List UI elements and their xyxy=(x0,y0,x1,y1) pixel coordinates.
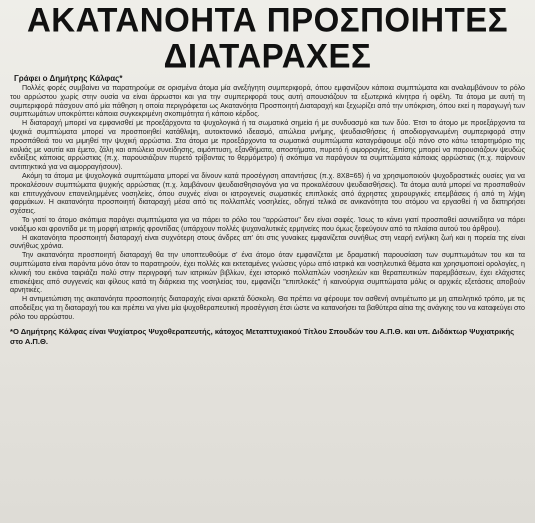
article-byline: Γράφει ο Δημήτρης Κάλφας* xyxy=(14,74,123,83)
article-title xyxy=(10,2,525,73)
article-paragraph: Η αντιμετώπιση της ακατανόητα προσποιητής διαταραχής είναι αρκετά δύσκολη. Θα πρέπει να φέρουμε τον ασθενή αντιμέτωπο με μη απειλητικό τρόπο, με τις αποδείξεις για τη διαταραχή του και πρέπει να γίνει μία ψυχοθεραπευτική προσέγγιση έτσι ώστε να κατανοήσει τα βαθύτερα αίτια της ανάγκης του να καταφεύγει στο ρόλο του αρρώστου. xyxy=(10,295,525,321)
article-paragraph: Πολλές φορές συμβαίνει να παρατηρούμε σε ορισμένα άτομα μία ανεξήγητη συμπεριφορά, όπου εμφανίζουν κάποια συμπτώματα και αναλαμβάνουν το ρόλο του αρρώστου χωρίς στην ουσία να είναι άρρωστοι και για την συμπεριφορά τους αυτή απουσιάζουν τα εξωτερικά κίνητρα ή οφέλη. Τα άτομα με αυτή τη συμπεριφορά πάσχουν από μία πάθηση η οποία περιγράφεται ως Ακατανόητα Προσποιητή Διαταραχή και ξεχωρίζει από την υπόκριση, όπου εκεί η παραγωγή των συμπτωμάτων υποκρύπτει κάποια συγκεκριμένη σκοπιμότητα ή κάποιο κέρδος. xyxy=(10,84,525,119)
article-paragraph: Την ακατανόητα προσποιητή διαταραχή θα την υποπτευθούμε σ' ένα άτομο όταν εμφανίζεται με δραματική παρουσίαση των συμπτωμάτων του και τα συμπτώματα είναι παρόντα μόνο όταν το παρατηρούν, έχει πολλές και εκτεταμένες γνώσεις γύρω από ιατρικά και νοσηλευτικά θέματα και χρησιμοποιεί ορολογίες, η κλινική του εικόνα ταιριάζει πολύ στην περιγραφή των ιατρικών βιβλίων, έχει ιστορικό πολλαπλών νοσηλειών και θεραπευτικών παρεμβάσεων, έχει ελάχιστες επισκέψεις από συγγενείς και φίλους κατά τη διάρκεια της νοσηλείας του, εμφανίζει "επιπλοκές" ή καινούργια συμπτώματα μόλις οι αρχικές εξετάσεις αποβούν αρνητικές. xyxy=(10,251,525,295)
article-title-line-1: ΑΚΑΤΑΝΟΗΤΑ ΠΡΟΣΠΟΙΗΤΕΣ xyxy=(26,0,509,40)
article-title-line-2: ΔΙΑΤΑΡΑΧΕΣ xyxy=(163,35,372,75)
article-body xyxy=(10,84,525,322)
author-footnote: *Ο Δημήτρης Κάλφας είναι Ψυχίατρος Ψυχοθεραπευτής, κάτοχος Μεταπτυχιακού Τίτλου Σπουδών του Α.Π.Θ. και υπ. Διδάκτωρ Ψυχιατρικής στο Α.Π.Θ. xyxy=(10,326,515,346)
article-paragraph: Η ακατανόητα προσποιητή διαταραχή είναι συχνότερη στους άνδρες απ' ότι στις γυναίκες εμφανίζεται συνήθως στη νεαρή ενήλικη ζωή και η πορεία της είναι συνήθως χρόνια. xyxy=(10,233,525,251)
article-paragraph: Ακόμη τα άτομα με ψυχολογικά συμπτώματα μπορεί να δίνουν κατά προσέγγιση απαντήσεις (π.χ. 8Χ8=65) ή να χρησιμοποιούν ψυχοδραστικές ουσίες για να προκαλέσουν συμπτώματα ψυχικής αρρώστιας (π.χ. λαμβάνουν ψευδαισθησιογόνα για να προκαλέσουν ψευδαισθήσεις). Τα άτομα αυτά μπορεί να προσπαθούν και επιτυγχάνουν επανειλημμένες νοσηλείες, όπου συχνές είναι οι ιατρογενείς σωματικές επιπλοκές από άχρηστες χειρουργικές επεμβάσεις ή από τη λήψη φαρμάκων. Η ακατανόητα προσποιητή διαταραχή μέσα από τις πολλαπλές νοσηλείες, οδηγεί τελικά σε ανικανότητα του ατόμου να εργασθεί ή να διατηρήσει σχέσεις. xyxy=(10,171,525,216)
article-paragraph: Το γιατί το άτομο σκόπιμα παράγει συμπτώματα για να πάρει το ρόλο του "αρρώστου" δεν είναι σαφές. Ίσως το κάνει γιατί προσπαθεί ασυνείδητα να πάρει νοιάξιμο και φροντίδα με τη μορφή ιατρικής φροντίδας (υπάρχουν πολλές ψυχαναλυτικές ερμηνείες που όμως ξεφεύγουν από τα πλαίσια αυτού του άρθρου). xyxy=(10,215,525,233)
article-paragraph: Η διαταραχή μπορεί να εμφανισθεί με προεξάρχοντα τα ψυχολογικά ή τα σωματικά σημεία ή με συνδυασμό και των δύο. Έτσι το άτομο με προεξάρχοντα τα ψυχικά συμπτώματα μπορεί να προσποιηθεί κατάθλιψη, αυτοκτονικό ιδεασμό, απώλεια μνήμης, ψευδαισθήσεις ή αποδιοργανωμένη συμπεριφορά στην προσπάθειά του να μιμηθεί την ψυχική αρρώστια. Στα άτομα με προεξάρχοντα τα σωματικά συμπτώματα καταγράφουμε οξύ πόνο στο κάτω τεταρτημόριο της κοιλιάς με ναυτία και έμετο, ζάλη και απώλεια συνείδησης, αιμόπτυση, εξανθήματα, αποστήματα, πυρετό ή αιμορραγίες. Επίσης μπορεί να παρουσιάζουν ψευδώς ενδείξεις κάποιας αρρώστιας (π.χ. παρουσιάζουν πυρετό τρίβοντας το θερμόμετρο) ή σκόπιμα να παράγουν τα συμπτώματα κάποιας αρρώστιας (π.χ. παίρνουν αντιπηκτικά για να αιμορραγήσουν). xyxy=(10,119,525,172)
